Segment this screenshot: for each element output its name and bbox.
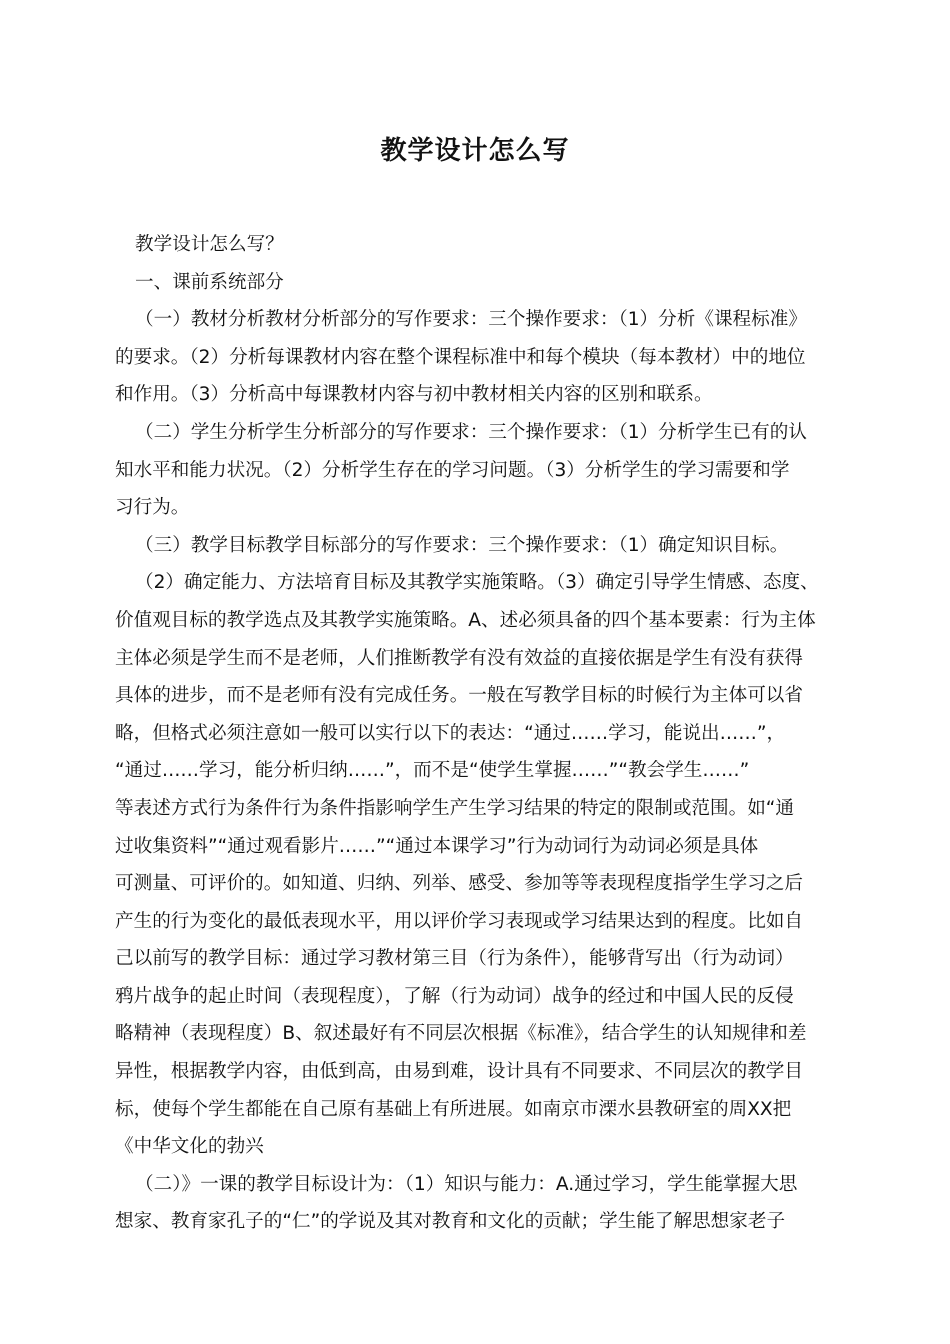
paragraph-line: 标，使每个学生都能在自己原有基础上有所进展。如南京市溧水县教研室的周XX把	[115, 1098, 792, 1120]
paragraph-line: 想家、教育家孔子的“仁”的学说及其对教育和文化的贡献；学生能了解思想家老子	[115, 1211, 786, 1233]
paragraph-line: 略，但格式必须注意如一般可以实行以下的表达：“通过……学习，能说出……”，	[115, 722, 786, 744]
paragraph-line: （二）》一课的教学目标设计为：（1）知识与能力：A.通过学习，学生能掌握大思	[135, 1173, 798, 1195]
paragraph-line: 知水平和能力状况。（2）分析学生存在的学习问题。（3）分析学生的学习需要和学	[115, 459, 790, 481]
document-body	[115, 226, 839, 1241]
paragraph-line: （二）学生分析学生分析部分的写作要求：三个操作要求：（1）分析学生已有的认	[135, 421, 807, 443]
paragraph-line: 的要求。（2）分析每课教材内容在整个课程标准中和每个模块（每本教材）中的地位	[115, 346, 806, 368]
paragraph-line: 异性，根据教学内容，由低到高，由易到难，设计具有不同要求、不同层次的教学目	[115, 1061, 803, 1083]
paragraph-line: 和作用。（3）分析高中每课教材内容与初中教材相关内容的区别和联系。	[115, 384, 713, 406]
document-title: 教学设计怎么写	[380, 136, 570, 166]
paragraph-line: 具体的进步，而不是老师有没有完成任务。一般在写教学目标的时候行为主体可以省	[115, 685, 803, 707]
paragraph-line: 主体必须是学生而不是老师，人们推断教学有没有效益的直接依据是学生有没有获得	[115, 647, 803, 669]
paragraph-line: 价值观目标的教学选点及其教学实施策略。A、述必须具备的四个基本要素：行为主体	[115, 609, 816, 631]
section-heading: 一、课前系统部分	[135, 271, 284, 293]
paragraph-line: “通过……学习，能分析归纳……”，而不是“使学生掌握……”“教会学生……”	[115, 760, 750, 782]
paragraph-line: （2）确定能力、方法培育目标及其教学实施策略。（3）确定引导学生情感、态度、	[135, 572, 819, 594]
paragraph-line: 可测量、可评价的。如知道、归纳、列举、感受、参加等等表现程度指学生学习之后	[115, 873, 803, 895]
paragraph-line: 己以前写的教学目标：通过学习教材第三目（行为条件），能够背写出（行为动词）	[115, 948, 794, 970]
paragraph-line: （一）教材分析教材分析部分的写作要求：三个操作要求：（1）分析《课程标准》	[135, 309, 807, 331]
paragraph-line: 等表述方式行为条件行为条件指影响学生产生学习结果的特定的限制或范围。如“通	[115, 797, 795, 819]
paragraph-line: 教学设计怎么写？	[135, 234, 284, 255]
paragraph-line: 产生的行为变化的最低表现水平，用以评价学习表现或学习结果达到的程度。比如自	[115, 910, 803, 932]
paragraph-line: 习行为。	[115, 497, 190, 519]
paragraph-line: 鸦片战争的起止时间（表现程度），了解（行为动词）战争的经过和中国人民的反侵	[115, 985, 794, 1007]
paragraph-line: 过收集资料”“通过观看影片……”“通过本课学习”行为动词行为动词必须是具体	[115, 835, 759, 857]
paragraph-line: 略精神（表现程度）B、叙述最好有不同层次根据《标准》，结合学生的认知规律和差	[115, 1023, 807, 1045]
paragraph-line: （三）教学目标教学目标部分的写作要求：三个操作要求：（1）确定知识目标。	[135, 534, 789, 556]
paragraph-line: 《中华文化的勃兴	[115, 1136, 264, 1158]
